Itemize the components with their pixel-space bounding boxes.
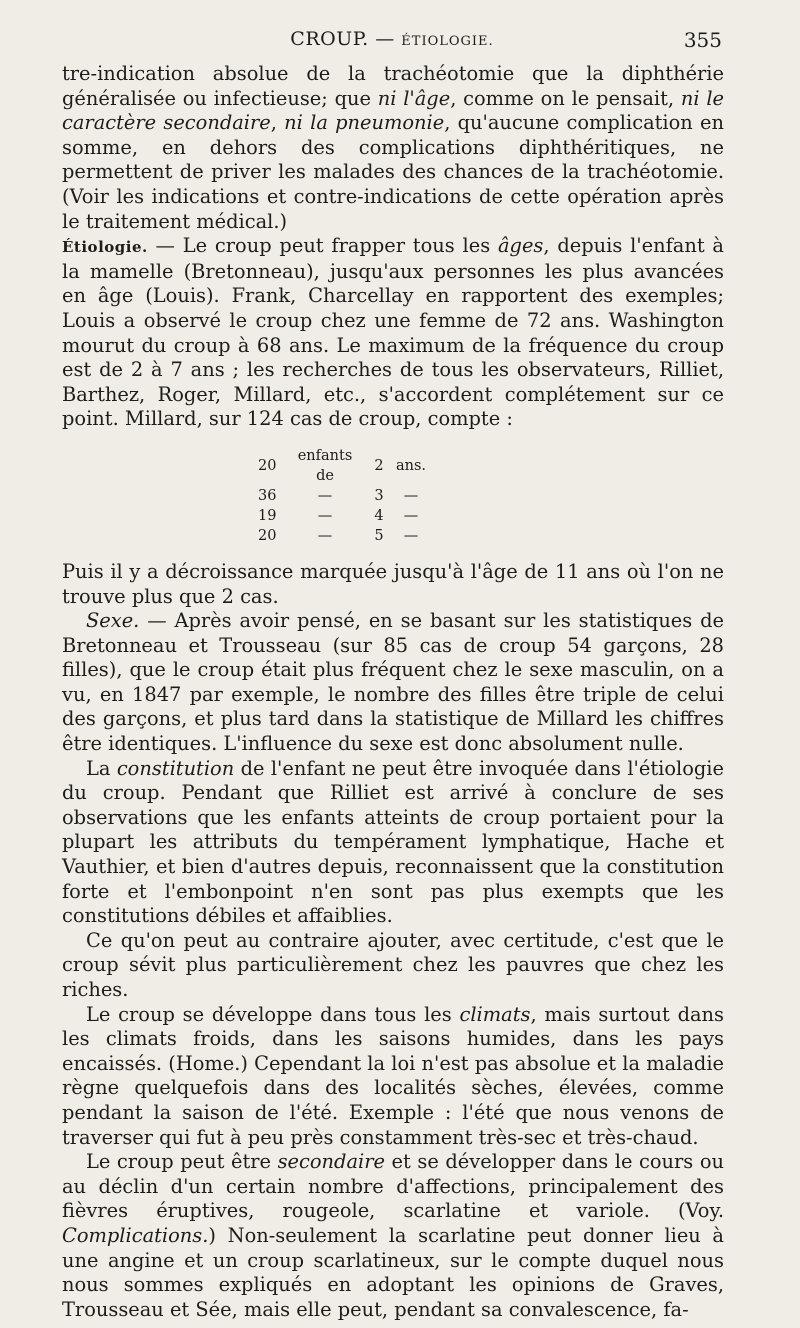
stats-count: 36	[258, 487, 277, 504]
stats-row	[254, 506, 430, 526]
running-title	[62, 28, 722, 50]
stats-count: 19	[258, 507, 277, 524]
stats-unit: ans.	[396, 457, 427, 474]
running-header	[62, 28, 722, 58]
run-in-heading: Étiologie.	[62, 238, 148, 257]
paragraph-climats: Le croup se développe dans tous les climats, mais surtout dans les climats froids, dans les saisons humides, dans les pays encaissés. (Home.) Cependant la loi n'est pas absolue et la maladie règne quelquefois dans des localités sèches, élevées, comme pendant la saison de l'été. Exemple : l'été que nous venons de traverser qui fut à peu près constamment très-sec et très-chaud.	[62, 1002, 724, 1149]
age-stats-table	[254, 446, 430, 546]
stats-count: 20	[258, 457, 277, 474]
stats-unit: —	[403, 487, 419, 504]
chapter-title: CROUP.	[290, 28, 369, 50]
stats-label: —	[317, 527, 333, 544]
stats-count: 20	[258, 527, 277, 544]
stats-row	[254, 486, 430, 506]
stats-label: enfants de	[297, 447, 353, 484]
stats-row	[254, 526, 430, 546]
paragraph-constitution: La constitution de l'enfant ne peut être invoquée dans l'étiologie du croup. Pendant que Rilliet est arrivé à conclure de ses observations que les enfants atteints de croup portaient pour la plupart les attributs du tempérament lymphatique, Hache et Vauthier, et bien d'autres depuis, reconnaissent que la constitution forte et l'embonpoint n'en sont pas plus exempts que les constitutions débiles et affaiblies.	[62, 756, 724, 928]
paragraph-decroissance: Puis il y a décroissance marquée jusqu'à l'âge de 11 ans où l'on ne trouve plus que 2 cas.	[62, 559, 724, 608]
page-number: 355	[683, 28, 722, 52]
stats-label: —	[317, 507, 333, 524]
stats-age: 2	[374, 457, 384, 474]
paragraph-sexe: Sexe. — Après avoir pensé, en se basant sur les statistiques de Bretonneau et Trousseau (sur 85 cas de croup 54 garçons, 28 filles), que le croup était plus fréquent chez le sexe masculin, on a vu, en 1847 par exemple, le nombre des filles être triple de celui des garçons, et plus tard dans la statistique de Millard les chiffres être identiques. L'influence du sexe est donc absolument nulle.	[62, 609, 724, 756]
header-dash: —	[375, 28, 395, 50]
stats-unit: —	[403, 527, 419, 544]
stats-label: —	[317, 487, 333, 504]
paragraph-pauvres: Ce qu'on peut au contraire ajouter, avec certitude, c'est que le croup sévit plus particulièrement chez les pauvres que chez les riches.	[62, 928, 724, 1001]
body-text	[62, 62, 724, 1322]
stats-row	[254, 446, 430, 486]
stats-unit: —	[403, 507, 419, 524]
stats-age: 3	[374, 487, 384, 504]
section-title: ÉTIOLOGIE.	[401, 34, 494, 49]
subheading-sexe: Sexe.	[86, 609, 140, 633]
stats-age: 5	[374, 527, 384, 544]
stats-age: 4	[374, 507, 384, 524]
paragraph-etiologie: Étiologie. — Le croup peut frapper tous les âges, depuis l'enfant à la mamelle (Bretonneau), jusqu'aux personnes les plus avancées en âge (Louis). Frank, Charcellay en rapportent des exemples; Louis a observé le croup chez une femme de 72 ans. Washington mourut du croup à 68 ans. Le maximum de la fréquence du croup est de 2 à 7 ans ; les recherches de tous les observateurs, Rilliet, Barthez, Roger, Millard, etc., s'accordent complétement sur ce point. Millard, sur 124 cas de croup, compte :	[62, 234, 724, 431]
paragraph-secondaire: Le croup peut être secondaire et se développer dans le cours ou au déclin d'un certain nombre d'affections, principalement des fièvres éruptives, rougeole, scarlatine et variole. (Voy. Complications.) Non-seulement la scarlatine peut donner lieu à une angine et un croup scarlatineux, sur le compte duquel nous nous sommes expliqués en adoptant les opinions de Graves, Trousseau et Sée, mais elle peut, pendant sa convalescence, fa-	[62, 1150, 724, 1321]
paragraph-contraindication: tre-indication absolue de la trachéotomie que la diphthérie généralisée ou infectieuse; que ni l'âge, comme on le pensait, ni le caractère secondaire, ni la pneumonie, qu'aucune complication en somme, en dehors des complications diphthéritiques, ne permettent de priver les malades des chances de la trachéotomie. (Voir les indications et contre-indications de cette opération après le traitement médical.)	[62, 62, 725, 233]
